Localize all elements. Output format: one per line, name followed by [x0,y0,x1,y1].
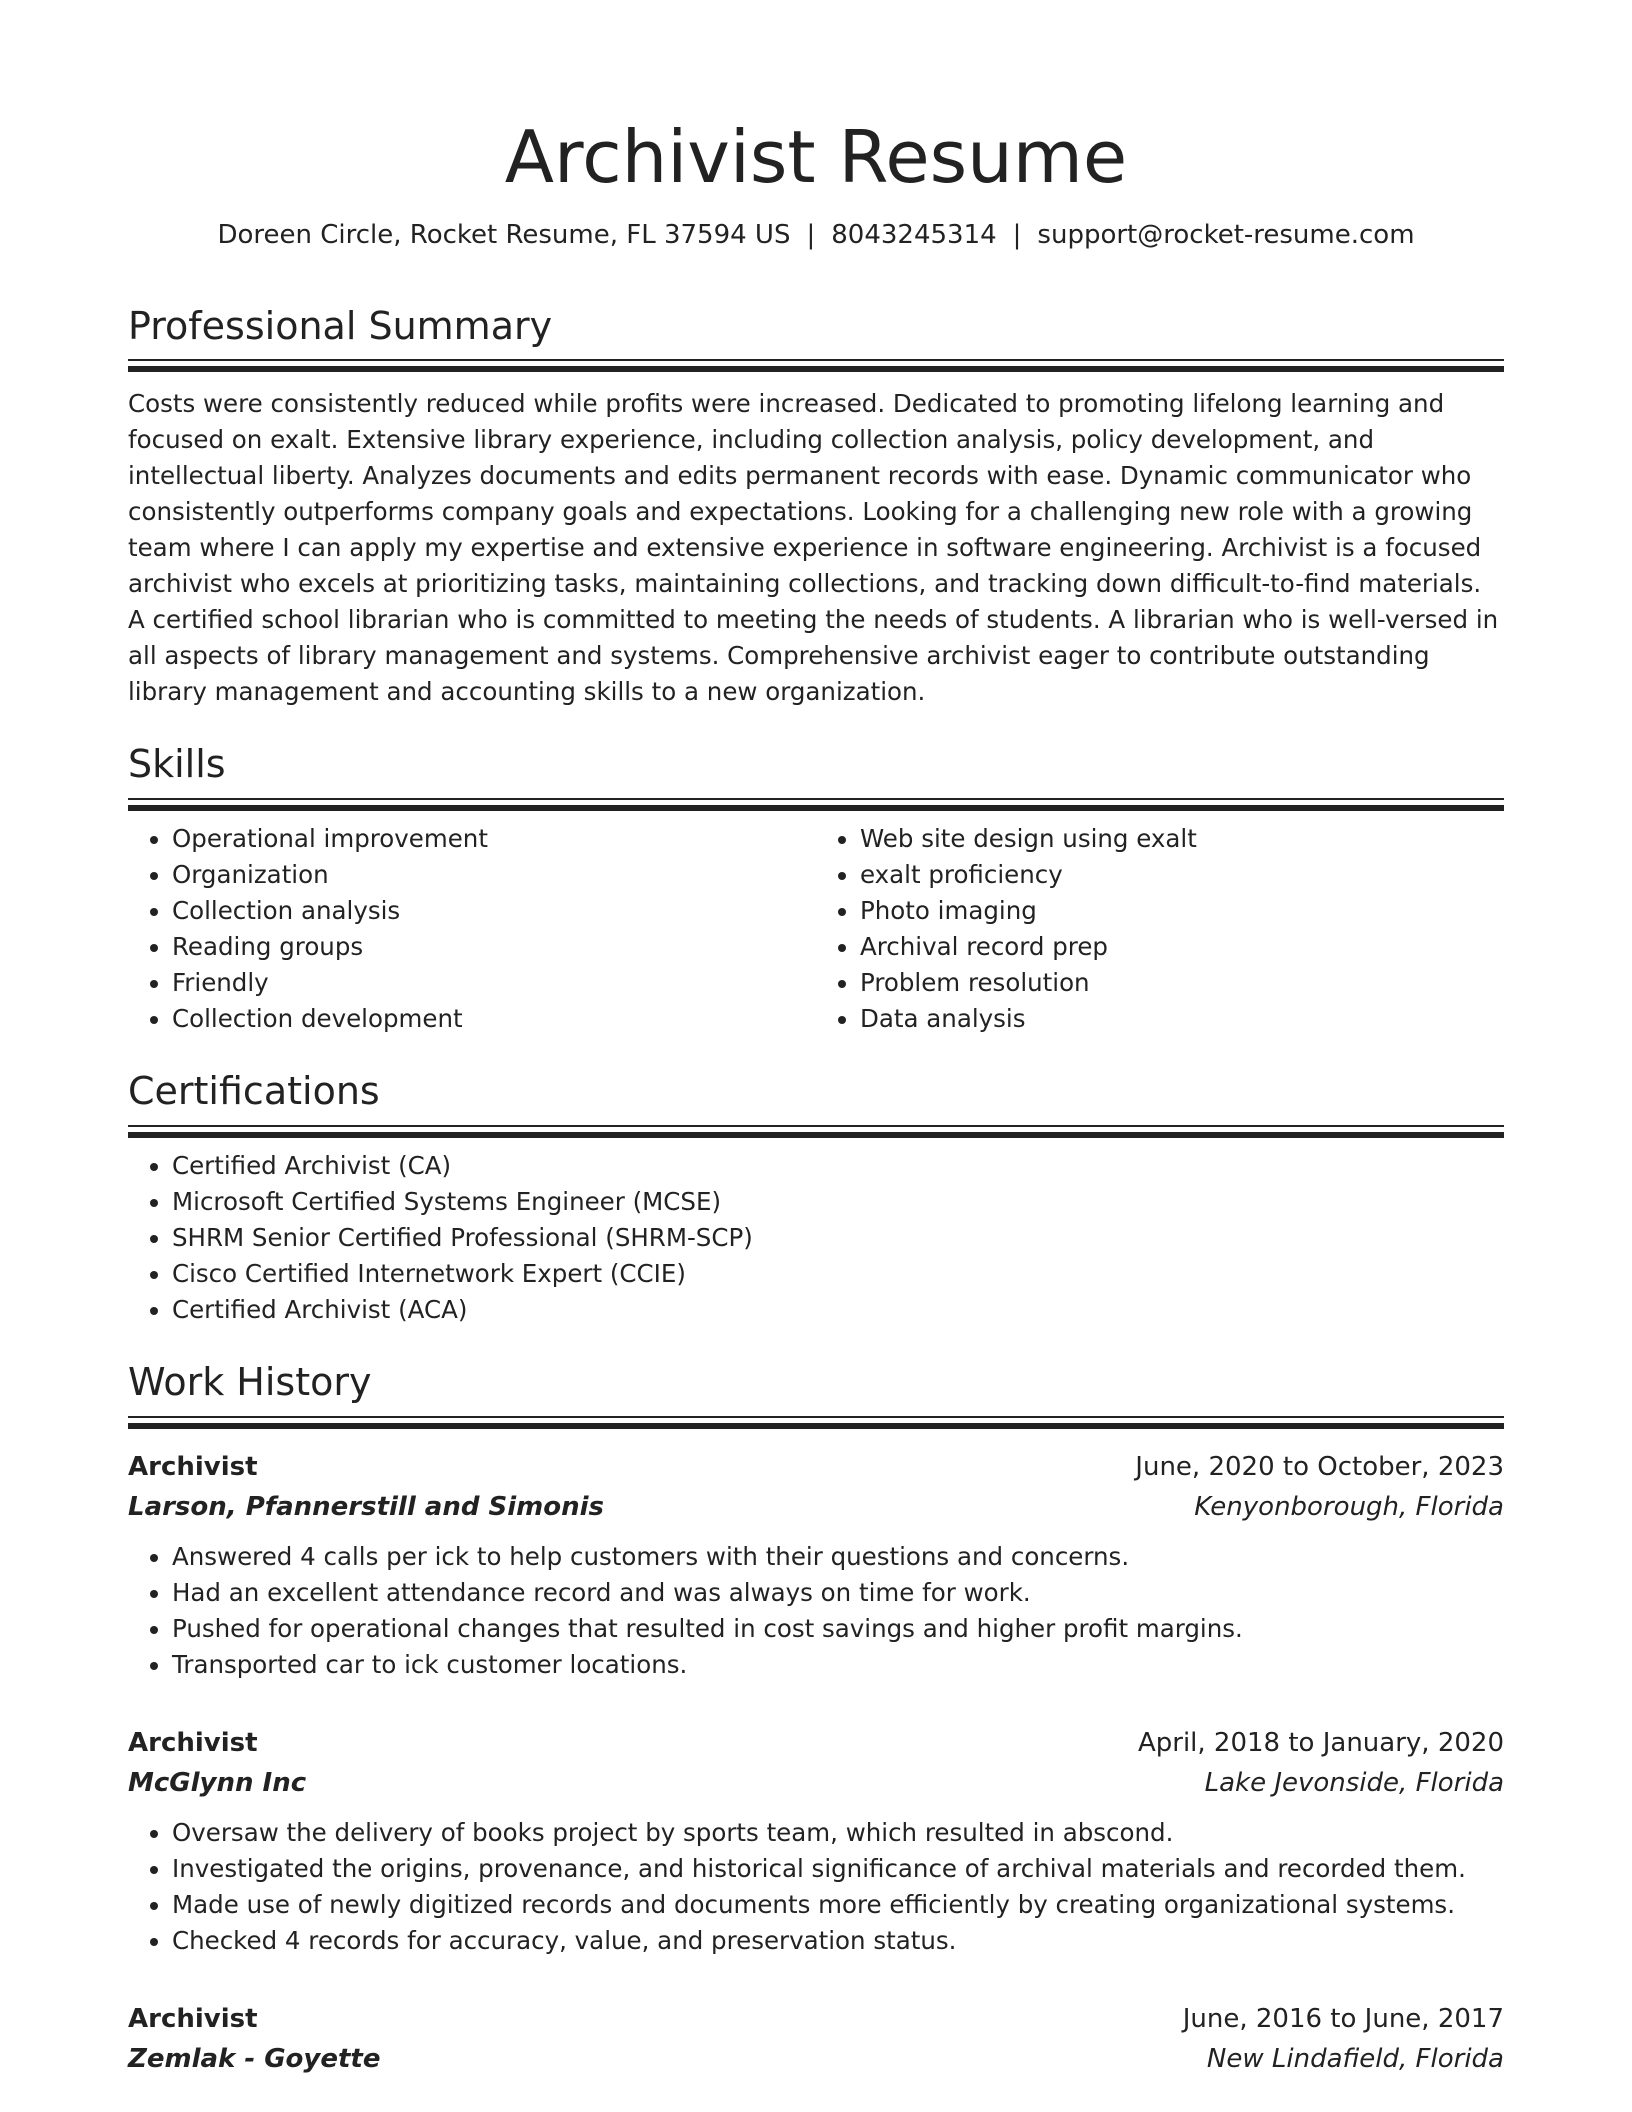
contact-separator: | [1012,219,1022,250]
job-header-row [128,1447,1504,1487]
certification-item: • Microsoft Certified Systems Engineer (MCSE) [172,1184,1504,1220]
skills-grid [128,803,1504,1037]
job-bullet: • Made use of newly digitized records and documents more efficiently by creating organizational systems. [172,1887,1504,1923]
contact-email[interactable]: support@rocket-resume.com [1037,219,1415,250]
skills-section [128,744,1504,1037]
job-entry [128,1999,1504,2079]
contact-phone: 8043245314 [831,219,997,250]
job-company-row [128,1763,1504,1803]
skill-item: • Operational improvement [172,821,816,857]
job-bullet: • Oversaw the delivery of books project by sports team, which resulted in abscond. [172,1815,1504,1851]
skills-list-left [128,821,816,1037]
certifications-heading: Certifications [128,1069,380,1114]
contact-line [128,220,1504,250]
summary-heading: Professional Summary [128,303,553,348]
certifications-section [128,1071,1504,1328]
job-title: Archivist [128,1727,258,1758]
job-company-row [128,2039,1504,2079]
job-company: Larson, Pfannerstill and Simonis [128,1491,604,1522]
job-company: Zemlak - Goyette [128,2043,381,2074]
certification-item: • Cisco Certified Internetwork Expert (CCIE) [172,1256,1504,1292]
skill-item: • Photo imaging [860,893,1504,929]
job-bullet: • Had an excellent attendance record and was always on time for work. [172,1575,1504,1611]
section-divider [128,1125,1504,1130]
job-location: Kenyonborough, Florida [1194,1491,1504,1522]
job-location: New Lindafield, Florida [1206,2043,1504,2074]
contact-address: Doreen Circle, Rocket Resume, FL 37594 US [217,219,791,250]
certifications-list [128,1148,1504,1328]
job-bullet: • Transported car to ick customer locations. [172,1647,1504,1683]
skill-item: • Problem resolution [860,965,1504,1001]
job-company-row [128,1487,1504,1527]
section-divider [128,359,1504,364]
summary-section [128,303,1504,711]
skill-item: • exalt proficiency [860,857,1504,893]
job-header-row [128,1999,1504,2039]
job-location: Lake Jevonside, Florida [1204,1767,1504,1798]
skill-item: • Reading groups [172,929,816,965]
work-history-heading: Work History [128,1359,372,1404]
contact-separator: | [806,219,816,250]
skill-item: • Data analysis [860,1001,1504,1037]
skills-heading: Skills [128,742,226,787]
skill-item: • Collection development [172,1001,816,1037]
resume-title: Archivist Resume [504,115,1128,199]
skill-item: • Archival record prep [860,929,1504,965]
certification-item: • SHRM Senior Certified Professional (SHRM-SCP) [172,1220,1504,1256]
certification-item: • Certified Archivist (CA) [172,1148,1504,1184]
job-title: Archivist [128,2003,258,2034]
job-company: McGlynn Inc [128,1767,307,1798]
skill-item: • Friendly [172,965,816,1001]
job-bullet: • Checked 4 records for accuracy, value, and preservation status. [172,1923,1504,1959]
skill-item: • Collection analysis [172,893,816,929]
job-dates: April, 2018 to January, 2020 [1137,1727,1504,1758]
skill-item: • Organization [172,857,816,893]
job-bullet: • Answered 4 calls per ick to help customers with their questions and concerns. [172,1539,1504,1575]
job-dates: June, 2016 to June, 2017 [1182,2003,1504,2034]
skills-list-right [816,821,1504,1037]
job-entry [128,1723,1504,1959]
work-history-section [128,1359,1504,2079]
job-bullets [128,1539,1504,1683]
skill-item: • Web site design using exalt [860,821,1504,857]
job-bullet: • Pushed for operational changes that resulted in cost savings and higher profit margins. [172,1611,1504,1647]
job-bullet: • Investigated the origins, provenance, and historical significance of archival materials and recorded them. [172,1851,1504,1887]
summary-text: Costs were consistently reduced while profits were increased. Dedicated to promoting lifelong learning and focused on exalt. Extensive library experience, including collection analysis, policy development, and intellectual liberty. Analyzes documents and edits permanent records with ease. Dynamic communicator who consistently outperforms company goals and expectations. Looking for a challenging new role with a growing team where I can apply my expertise and extensive experience in software engineering. Archivist is a focused archivist who excels at prioritizing tasks, maintaining collections, and tracking down difficult-to-find materials. A certified school librarian who is committed to meeting the needs of students. A librarian who is well-versed in all aspects of library management and systems. Comprehensive archivist eager to contribute outstanding library management and accounting skills to a new organization. [128,389,1499,707]
certification-item: • Certified Archivist (ACA) [172,1292,1504,1328]
section-divider [128,1416,1504,1421]
job-entry [128,1447,1504,1683]
job-dates: June, 2020 to October, 2023 [1135,1451,1504,1482]
job-title: Archivist [128,1451,258,1482]
job-header-row [128,1723,1504,1763]
job-bullets [128,1815,1504,1959]
